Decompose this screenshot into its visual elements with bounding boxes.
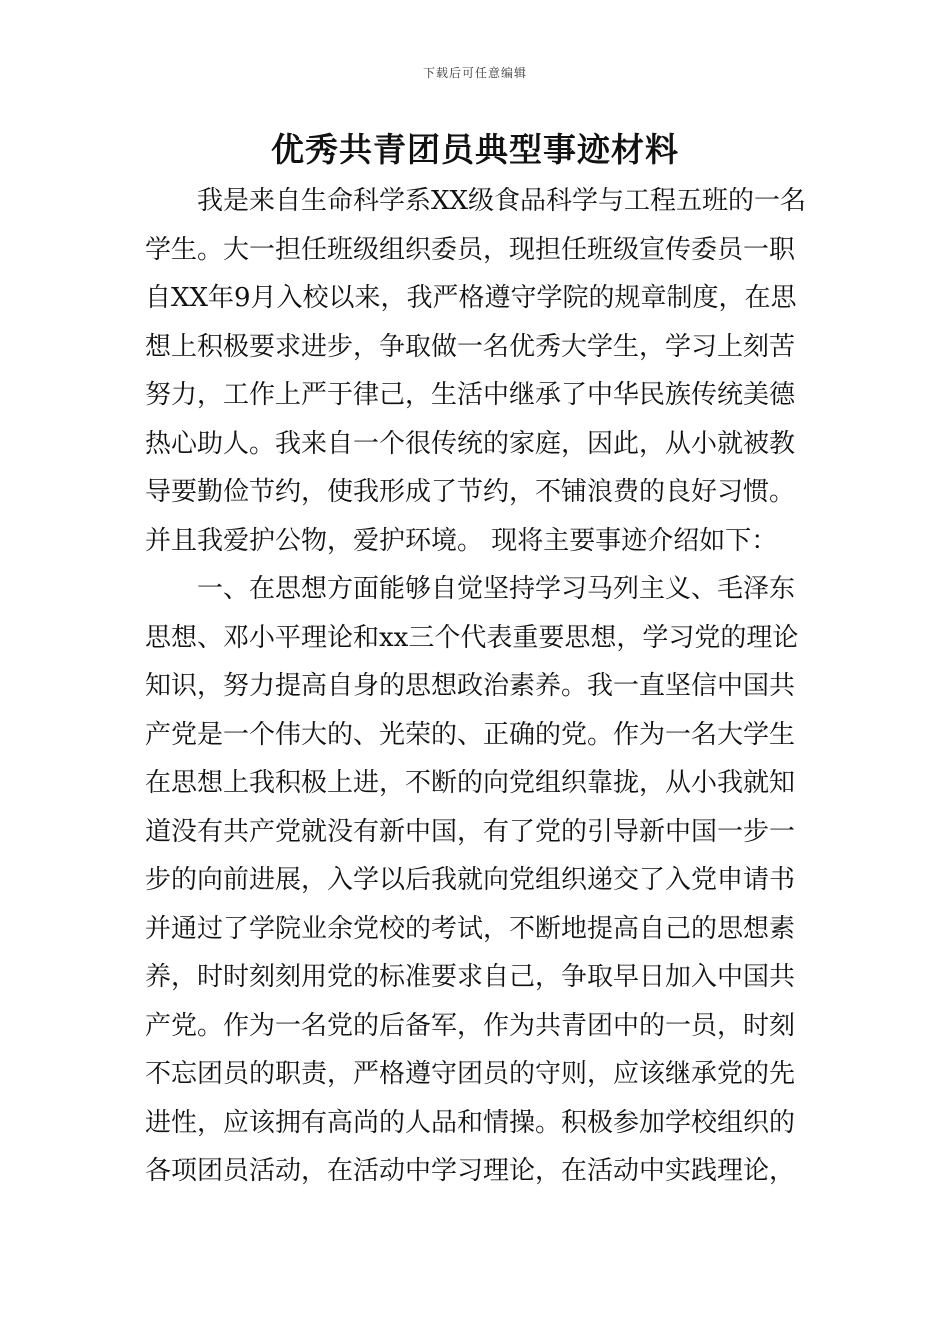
body-line: 步的向前进展，入学以后我就向党组织递交了入党申请书: [145, 865, 796, 895]
body-line: 养，时时刻刻用党的标准要求自己，争取早日加入中国共: [145, 962, 796, 992]
header-note: 下载后可任意编辑: [422, 66, 527, 80]
body-line: 产党。作为一名党的后备军，作为共青团中的一员，时刻: [145, 1010, 796, 1041]
body-line: 自XX年9月入校以来，我严格遵守学院的规章制度，在思: [145, 283, 797, 313]
document-title: 优秀共青团员典型事迹材料: [271, 130, 679, 169]
body-line: 热心助人。我来自一个很传统的家庭，因此，从小就被教: [145, 428, 796, 459]
body-line: 进性，应该拥有高尚的人品和情操。积极参加学校组织的: [145, 1107, 796, 1138]
body-line: 道没有共产党就没有新中国，有了党的引导新中国一步一: [145, 816, 796, 847]
body-line: 产党是一个伟大的、光荣的、正确的党。作为一名大学生: [145, 719, 796, 750]
body-line: 不忘团员的职责，严格遵守团员的守则，应该继承党的先: [145, 1059, 796, 1089]
body-line: 一、在思想方面能够自觉坚持学习马列主义、毛泽东: [145, 574, 796, 604]
body-line: 并通过了学院业余党校的考试，不断地提高自己的思想素: [145, 913, 796, 944]
body-line: 努力，工作上严于律己，生活中继承了中华民族传统美德: [145, 380, 796, 410]
body-line: 我是来自生命科学系XX级食品科学与工程五班的一名: [145, 186, 807, 216]
body-line: 在思想上我积极上进，不断的向党组织靠拢，从小我就知: [145, 768, 796, 798]
body-line: 思想、邓小平理论和xx三个代表重要思想，学习党的理论: [145, 622, 799, 653]
body-text: [145, 181, 810, 1200]
body-line: 知识，努力提高自身的思想政治素养。我一直坚信中国共: [145, 671, 796, 701]
body-line: 并且我爱护公物，爱护环境。 现将主要事迹介绍如下：: [145, 525, 778, 556]
body-line: 想上积极要求进步，争取做一名优秀大学生，学习上刻苦: [145, 331, 796, 362]
body-line: 各项团员活动，在活动中学习理论，在活动中实践理论，: [145, 1156, 796, 1186]
body-line: 导要勤俭节约，使我形成了节约，不铺浪费的良好习惯。: [145, 477, 796, 507]
body-line: 学生。大一担任班级组织委员，现担任班级宣传委员一职: [145, 234, 796, 265]
